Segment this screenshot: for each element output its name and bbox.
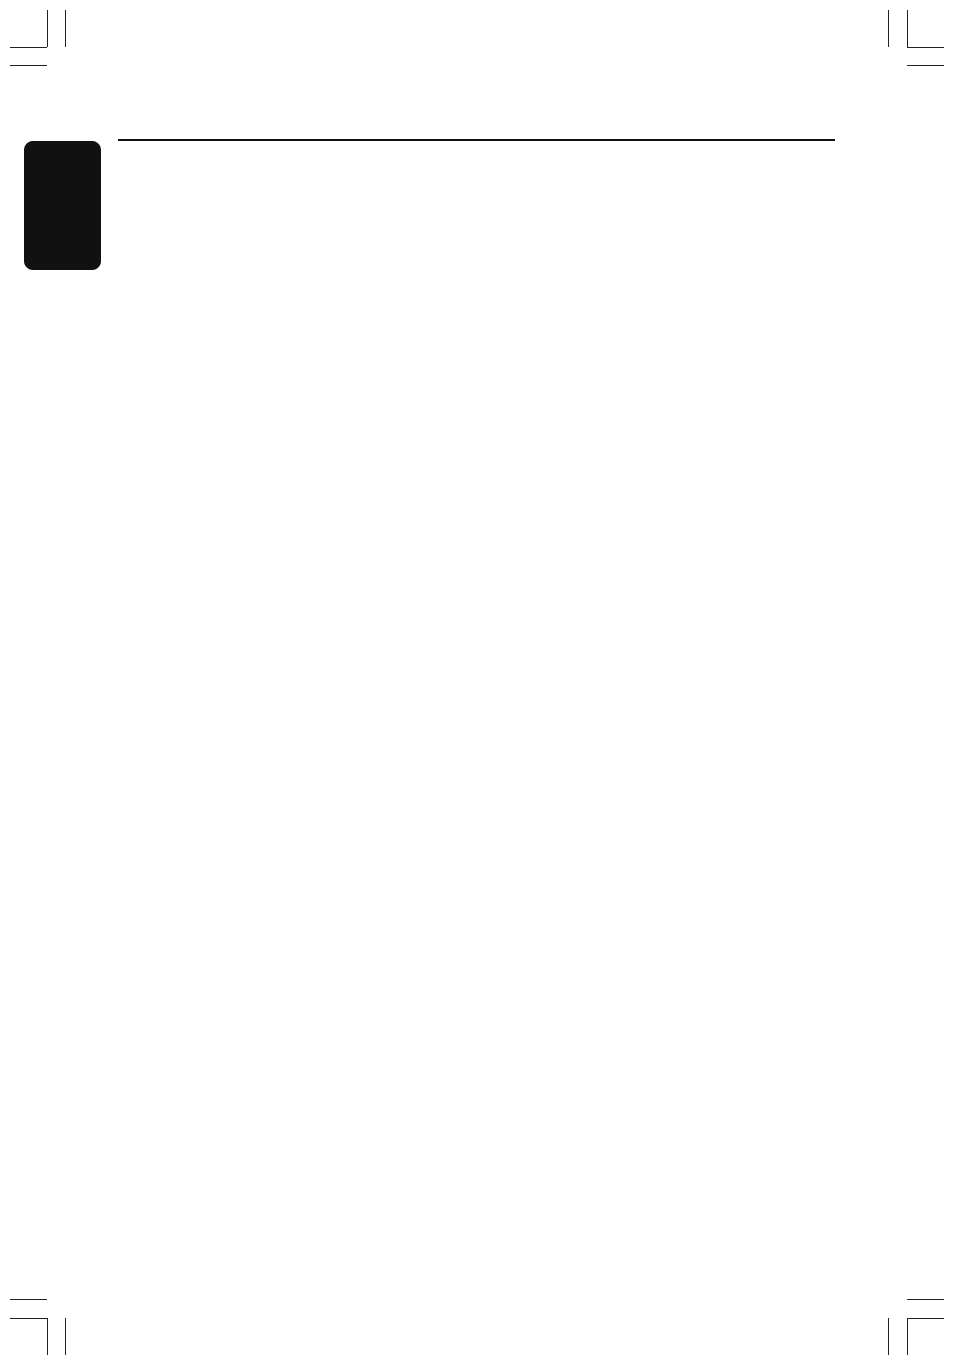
- crop-mark: [47, 10, 48, 47]
- crop-mark: [65, 1318, 66, 1355]
- crop-mark: [907, 47, 944, 48]
- crop-mark: [65, 10, 66, 47]
- crop-mark: [907, 65, 944, 66]
- crop-mark: [888, 10, 889, 47]
- crop-mark: [888, 1318, 889, 1355]
- crop-mark: [907, 1318, 908, 1355]
- language-tab: [24, 141, 101, 270]
- crop-mark: [47, 1318, 48, 1355]
- crop-mark: [907, 1299, 944, 1300]
- crop-mark: [907, 1318, 944, 1319]
- crop-mark: [10, 47, 47, 48]
- crop-mark: [907, 10, 908, 47]
- title-rule: [118, 139, 835, 141]
- crop-mark: [10, 65, 47, 66]
- crop-mark: [10, 1318, 47, 1319]
- crop-mark: [10, 1299, 47, 1300]
